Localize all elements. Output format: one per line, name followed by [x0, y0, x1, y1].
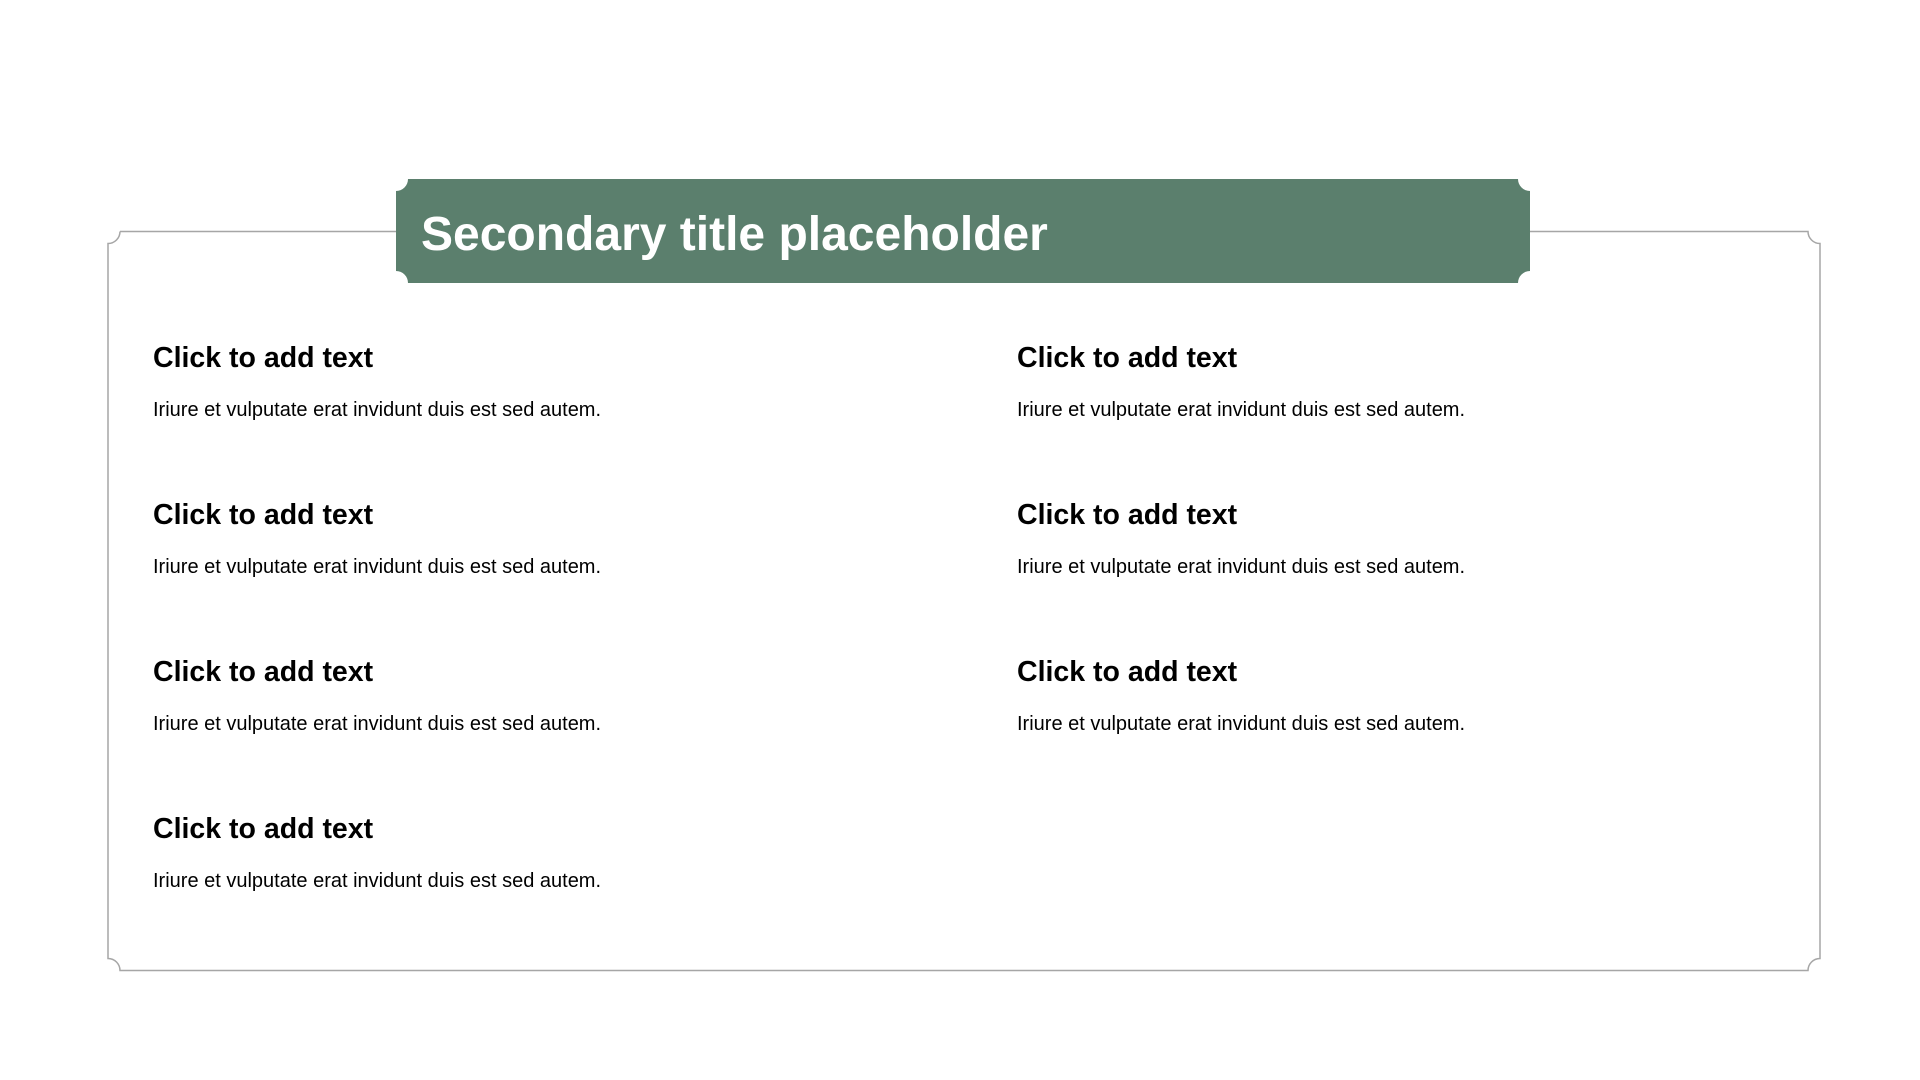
text-block-body: Iriure et vulputate erat invidunt duis est sed autem.: [1017, 399, 1466, 421]
slide-title[interactable]: Secondary title placeholder: [421, 208, 1048, 261]
text-block-left-4[interactable]: [153, 812, 913, 893]
text-block-body: Iriure et vulputate erat invidunt duis est sed autem.: [153, 870, 602, 892]
text-block-left-2[interactable]: [153, 498, 913, 579]
text-block-body: Iriure et vulputate erat invidunt duis est sed autem.: [153, 556, 602, 578]
text-block-right-3[interactable]: [1017, 655, 1777, 736]
text-block-body: Iriure et vulputate erat invidunt duis est sed autem.: [153, 399, 602, 421]
text-block-left-1[interactable]: [153, 341, 913, 422]
text-block-heading: Click to add text: [1017, 342, 1238, 374]
text-block-body: Iriure et vulputate erat invidunt duis est sed autem.: [1017, 713, 1466, 735]
text-block-left-3[interactable]: [153, 655, 913, 736]
text-block-right-1[interactable]: [1017, 341, 1777, 422]
text-block-body: Iriure et vulputate erat invidunt duis est sed autem.: [153, 713, 602, 735]
text-block-heading: Click to add text: [153, 813, 374, 845]
text-block-heading: Click to add text: [153, 499, 374, 531]
text-block-right-2[interactable]: [1017, 498, 1777, 579]
text-block-body: Iriure et vulputate erat invidunt duis est sed autem.: [1017, 556, 1466, 578]
text-block-heading: Click to add text: [1017, 656, 1238, 688]
text-block-heading: Click to add text: [153, 342, 374, 374]
text-block-heading: Click to add text: [153, 656, 374, 688]
text-block-heading: Click to add text: [1017, 499, 1238, 531]
